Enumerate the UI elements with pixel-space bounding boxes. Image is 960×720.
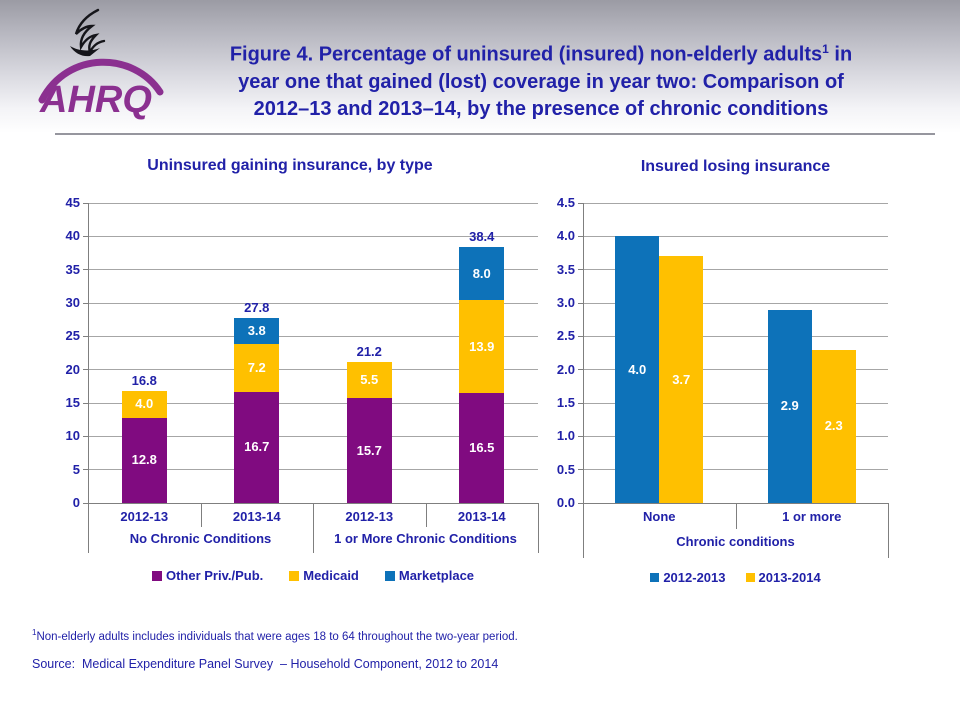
left-chart-title: Uninsured gaining insurance, by type — [147, 157, 433, 174]
footnote-text: Non-elderly adults includes individuals that were ages 18 to 64 throughout the two-year period. — [36, 630, 518, 643]
bar-segment-value: 7.2 — [247, 359, 266, 375]
y-axis-label: 45 — [65, 195, 80, 210]
bar-segment-value: 4.0 — [135, 396, 154, 412]
y-axis-label: 2.5 — [556, 328, 575, 344]
y-axis-label: 1.0 — [556, 428, 575, 444]
y-axis-label: 40 — [65, 228, 80, 244]
y-axis-label: 30 — [65, 295, 80, 310]
bar-value: 2.9 — [780, 398, 799, 414]
footnote — [32, 628, 518, 643]
y-axis-label: 1.5 — [556, 395, 575, 410]
y-axis-label: 15 — [65, 395, 80, 410]
legend-label: Medicaid — [303, 568, 359, 583]
right-chart-title: Insured losing insurance — [640, 158, 831, 175]
legend-label: 2012-2013 — [663, 570, 726, 585]
x-axis-group-label: No Chronic Conditions — [129, 531, 272, 546]
y-axis-label: 10 — [65, 428, 80, 444]
y-axis-label: 35 — [65, 261, 80, 277]
x-axis-category-label: 2012-13 — [120, 509, 169, 524]
title-superscript: 1 — [822, 42, 829, 56]
x-axis-group-label: 1 or More Chronic Conditions — [334, 531, 517, 546]
bar-segment-value: 13.9 — [469, 338, 495, 354]
bar-total-value: 16.8 — [131, 373, 157, 388]
bar-segment-value: 16.7 — [244, 439, 270, 455]
bar-segment-value: 12.8 — [131, 452, 157, 468]
bar-total-value: 21.2 — [356, 343, 382, 359]
bar-total-value: 27.8 — [244, 300, 270, 316]
legend-swatch-gold — [746, 573, 755, 582]
gridline — [583, 203, 888, 204]
x-axis-separator — [583, 503, 584, 558]
y-axis-label: 20 — [65, 361, 80, 377]
y-axis-label: 0.5 — [556, 461, 575, 477]
x-axis-category-label: 1 or more — [782, 509, 842, 524]
x-axis-separator — [736, 503, 737, 529]
title-line1-suffix: in — [828, 43, 853, 66]
y-axis-label: 2.0 — [556, 361, 575, 377]
legend-label: 2013-2014 — [758, 570, 821, 585]
legend-label: Marketplace — [398, 568, 475, 583]
bar-segment-value: 8.0 — [472, 265, 491, 281]
footnote-superscript: 1 — [32, 628, 37, 637]
y-axis-label: 0.0 — [556, 495, 575, 510]
bar-total-value: 38.4 — [469, 229, 495, 244]
y-axis-label: 5 — [72, 461, 80, 477]
x-axis-category-label: None — [643, 509, 676, 524]
title-line1: Figure 4. Percentage of uninsured (insured) non-elderly adults — [229, 43, 823, 66]
y-axis-line — [583, 203, 584, 507]
y-axis-label: 25 — [65, 328, 80, 344]
legend-swatch-blue — [650, 573, 659, 582]
y-axis-label: 3.0 — [556, 295, 575, 310]
x-axis-separator — [888, 503, 889, 558]
y-axis-label: 4.0 — [556, 228, 575, 244]
title-line2: year one that gained (lost) coverage in year two: Comparison of — [238, 70, 844, 93]
bar-segment-value: 5.5 — [360, 372, 379, 387]
x-axis-category-label: 2013-14 — [232, 509, 281, 524]
bar-value: 4.0 — [628, 361, 647, 377]
bar-value: 2.3 — [824, 418, 843, 434]
x-axis-category-label: 2013-14 — [457, 509, 506, 524]
ahrq-logo-text: AHRQ — [40, 79, 152, 121]
legend-item-2013-2014 — [746, 570, 821, 585]
x-axis-category-label: 2012-13 — [345, 509, 394, 524]
bar-segment-value: 3.8 — [247, 323, 266, 338]
legend — [583, 570, 888, 585]
bar-value: 3.7 — [672, 371, 691, 387]
bar-segment-value: 16.5 — [469, 440, 495, 455]
y-axis-label: 4.5 — [556, 195, 575, 210]
source-note: Source: Medical Expenditure Panel Survey – Household Component, 2012 to 2014 — [32, 657, 499, 671]
legend-label: Other Priv./Pub. — [165, 568, 264, 583]
title-line3: 2012–13 and 2013–14, by the presence of chronic conditions — [253, 97, 829, 120]
bar-segment-value: 15.7 — [356, 442, 382, 458]
y-axis-label: 0 — [72, 495, 80, 510]
legend-item-2012-2013 — [650, 570, 725, 585]
y-axis-label: 3.5 — [556, 261, 575, 277]
x-axis-title: Chronic conditions — [676, 534, 795, 549]
